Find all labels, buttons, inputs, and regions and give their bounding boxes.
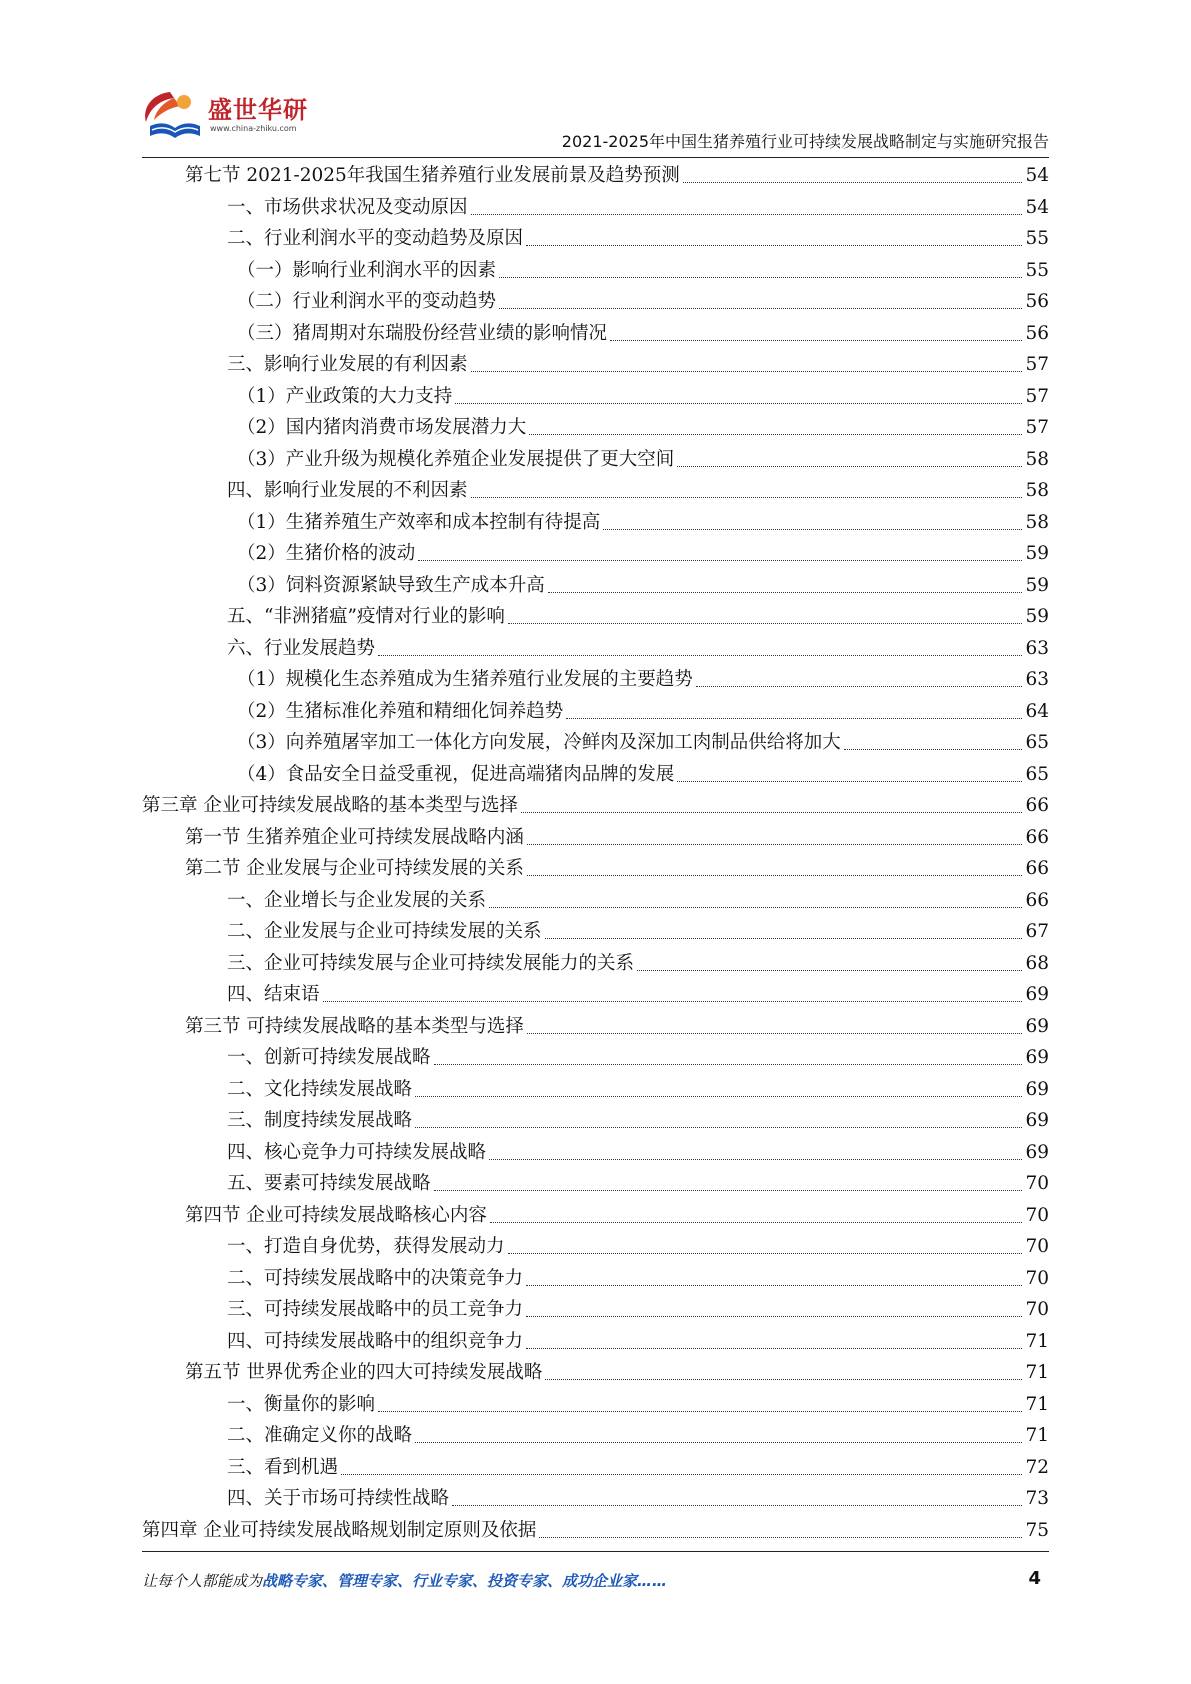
toc-entry-label: 四、关于市场可持续性战略 [227,1488,450,1509]
toc-entry-page: 54 [1025,165,1049,186]
toc-entry[interactable] [142,444,1049,476]
toc-dot-leader [521,812,1023,813]
slogan-prefix: 让每个人都能成为 [142,1572,263,1590]
table-of-contents [142,160,1049,1546]
toc-entry-label: 一、企业增长与企业发展的关系 [227,889,487,911]
toc-entry[interactable] [142,1105,1049,1137]
toc-entry[interactable] [142,1200,1049,1232]
toc-entry-page: 70 [1025,1267,1049,1289]
toc-entry-page: 57 [1025,417,1049,438]
toc-entry[interactable] [142,1515,1049,1547]
toc-entry[interactable] [142,255,1049,287]
toc-entry[interactable] [142,160,1049,192]
toc-entry-page: 66 [1025,826,1049,848]
toc-entry-label: （2）生猪价格的波动 [237,543,416,564]
header-divider [142,157,1049,158]
toc-entry[interactable] [142,412,1049,444]
toc-entry-label: 五、要素可持续发展战略 [227,1173,431,1194]
toc-entry-label: 二、可持续发展战略中的决策竞争力 [227,1267,524,1289]
toc-entry-label: （4）食品安全日益受重视，促进高端猪肉品牌的发展 [237,763,675,785]
toc-dot-leader [527,844,1023,845]
toc-entry-page: 70 [1025,1204,1049,1226]
toc-entry-page: 66 [1025,858,1049,879]
toc-entry-label: 三、影响行业发展的有利因素 [227,354,468,375]
toc-dot-leader [471,497,1023,498]
toc-entry[interactable] [142,1168,1049,1200]
toc-entry[interactable] [142,286,1049,318]
toc-entry-page: 70 [1025,1173,1049,1194]
logo-url: www.china-zhiku.com [210,124,297,133]
toc-dot-leader [526,1348,1022,1349]
toc-dot-leader [610,340,1022,341]
toc-entry-page: 57 [1025,354,1049,375]
toc-entry[interactable] [142,1483,1049,1515]
toc-dot-leader [415,1096,1022,1097]
toc-entry[interactable] [142,916,1049,948]
toc-entry-label: 五、“非洲猪瘟”疫情对行业的影响 [227,606,505,627]
toc-entry-label: 第二节 企业发展与企业可持续发展的关系 [185,858,524,879]
toc-entry[interactable] [142,696,1049,728]
toc-dot-leader [527,1033,1023,1034]
toc-entry[interactable] [142,192,1049,224]
logo-name: 盛世华研 [208,96,308,124]
toc-entry-page: 55 [1025,259,1049,281]
toc-entry-page: 63 [1025,637,1049,659]
toc-dot-leader [471,371,1023,372]
toc-dot-leader [490,1222,1023,1223]
toc-entry-page: 65 [1025,763,1049,785]
toc-entry-label: 一、打造自身优势，获得发展动力 [227,1236,505,1257]
toc-entry[interactable] [142,1137,1049,1169]
toc-entry-page: 72 [1025,1456,1049,1478]
toc-entry-page: 71 [1025,1393,1049,1415]
toc-entry[interactable] [142,1357,1049,1389]
toc-entry-label: 一、创新可持续发展战略 [227,1047,431,1068]
toc-entry[interactable] [142,1389,1049,1421]
toc-dot-leader [603,529,1022,530]
toc-entry-label: 三、可持续发展战略中的员工竞争力 [227,1299,524,1320]
toc-entry-page: 71 [1025,1362,1049,1383]
toc-dot-leader [415,1127,1022,1128]
toc-dot-leader [452,1505,1022,1506]
toc-entry[interactable] [142,885,1049,917]
toc-entry-page: 69 [1025,1110,1049,1131]
toc-entry[interactable] [142,759,1049,791]
toc-entry-label: （1）产业政策的大力支持 [237,385,453,407]
toc-entry-label: 第三节 可持续发展战略的基本类型与选择 [185,1015,524,1037]
toc-dot-leader [529,434,1022,435]
toc-entry[interactable] [142,381,1049,413]
toc-entry-page: 56 [1025,291,1049,312]
toc-entry-label: 第三章 企业可持续发展战略的基本类型与选择 [142,795,518,816]
toc-dot-leader [455,403,1022,404]
toc-entry-page: 71 [1025,1330,1049,1352]
toc-entry-page: 69 [1025,1015,1049,1037]
toc-entry-page: 69 [1025,1047,1049,1068]
toc-dot-leader [566,718,1022,719]
toc-entry-label: 三、看到机遇 [227,1456,339,1478]
toc-entry[interactable] [142,1326,1049,1358]
toc-entry-page: 66 [1025,889,1049,911]
logo-book-icon [140,84,210,146]
toc-entry-label: （二）行业利润水平的变动趋势 [237,291,497,312]
toc-entry-label: 四、结束语 [227,984,320,1005]
toc-entry[interactable] [142,1231,1049,1263]
toc-entry[interactable] [142,1042,1049,1074]
toc-entry-page: 63 [1025,669,1049,690]
toc-dot-leader [683,182,1023,183]
toc-dot-leader [499,308,1022,309]
toc-entry-label: 第四节 企业可持续发展战略核心内容 [185,1204,487,1226]
toc-dot-leader [526,245,1022,246]
toc-entry-label: （一）影响行业利润水平的因素 [237,259,497,281]
toc-dot-leader [434,1190,1023,1191]
footer-divider [142,1551,1049,1552]
toc-entry-label: （3）饲料资源紧缺导致生产成本升高 [237,574,545,596]
toc-dot-leader [696,686,1023,687]
toc-entry-label: （3）向养殖屠宰加工一体化方向发展，冷鲜肉及深加工肉制品供给将加大 [237,732,841,753]
toc-dot-leader [526,1285,1022,1286]
toc-dot-leader [341,1474,1022,1475]
toc-dot-leader [471,214,1023,215]
toc-entry-label: （2）生猪标准化养殖和精细化饲养趋势 [237,700,564,722]
toc-entry[interactable] [142,822,1049,854]
toc-entry[interactable] [142,538,1049,570]
toc-entry-label: 四、核心竞争力可持续发展战略 [227,1141,487,1163]
toc-dot-leader [489,907,1022,908]
toc-entry-page: 58 [1025,448,1049,470]
toc-entry-page: 69 [1025,1078,1049,1100]
company-logo [140,84,310,146]
document-title: 2021-2025年中国生猪养殖行业可持续发展战略制定与实施研究报告 [561,132,1049,151]
footer-slogan [142,1570,667,1591]
toc-entry-label: （3）产业升级为规模化养殖企业发展提供了更大空间 [237,448,675,470]
toc-entry-label: 一、衡量你的影响 [227,1393,376,1415]
toc-entry-page: 54 [1025,196,1049,218]
toc-entry-page: 57 [1025,385,1049,407]
toc-entry-page: 73 [1025,1488,1049,1509]
toc-entry-page: 59 [1025,606,1049,627]
toc-entry-label: 二、文化持续发展战略 [227,1078,413,1100]
toc-entry-page: 69 [1025,1141,1049,1163]
toc-entry-page: 64 [1025,700,1049,722]
toc-dot-leader [378,1411,1022,1412]
toc-entry-label: （2）国内猪肉消费市场发展潜力大 [237,417,527,438]
toc-entry-page: 55 [1025,228,1049,249]
toc-entry[interactable] [142,475,1049,507]
page-header [0,0,1191,150]
toc-entry[interactable] [142,349,1049,381]
toc-entry-page: 75 [1025,1519,1049,1541]
toc-entry[interactable] [142,1420,1049,1452]
toc-dot-leader [637,970,1022,971]
toc-dot-leader [844,749,1023,750]
toc-dot-leader [548,592,1023,593]
toc-entry-label: 一、市场供求状况及变动原因 [227,196,468,218]
toc-dot-leader [677,781,1022,782]
toc-entry[interactable] [142,223,1049,255]
toc-entry[interactable] [142,633,1049,665]
toc-dot-leader [677,466,1022,467]
toc-entry-page: 69 [1025,984,1049,1005]
toc-entry-page: 67 [1025,921,1049,942]
toc-entry-label: 第一节 生猪养殖企业可持续发展战略内涵 [185,826,524,848]
toc-entry[interactable] [142,948,1049,980]
toc-entry-label: 三、企业可持续发展与企业可持续发展能力的关系 [227,952,635,974]
toc-dot-leader [539,1537,1022,1538]
toc-entry[interactable] [142,570,1049,602]
toc-entry[interactable] [142,979,1049,1011]
toc-entry-label: 二、行业利润水平的变动趋势及原因 [227,228,524,249]
toc-entry-label: 三、制度持续发展战略 [227,1110,413,1131]
toc-entry[interactable] [142,1011,1049,1043]
toc-entry-page: 56 [1025,322,1049,344]
toc-entry-page: 70 [1025,1236,1049,1257]
toc-entry-page: 70 [1025,1299,1049,1320]
toc-entry-page: 68 [1025,952,1049,974]
toc-entry-label: 二、准确定义你的战略 [227,1425,413,1446]
toc-entry-page: 71 [1025,1425,1049,1446]
toc-entry-label: 二、企业发展与企业可持续发展的关系 [227,921,542,942]
toc-entry-page: 59 [1025,543,1049,564]
toc-dot-leader [527,875,1023,876]
toc-entry-label: 六、行业发展趋势 [227,637,376,659]
toc-entry-page: 59 [1025,574,1049,596]
toc-dot-leader [499,277,1022,278]
toc-entry-page: 58 [1025,511,1049,533]
toc-entry-page: 66 [1025,795,1049,816]
toc-entry-label: （1）生猪养殖生产效率和成本控制有待提高 [237,511,601,533]
page-number: 4 [1028,1568,1041,1589]
toc-dot-leader [323,1001,1023,1002]
toc-dot-leader [526,1316,1022,1317]
toc-entry-page: 65 [1025,732,1049,753]
toc-dot-leader [489,1159,1022,1160]
toc-entry-label: 第四章 企业可持续发展战略规划制定原则及依据 [142,1519,537,1541]
toc-entry-label: 四、影响行业发展的不利因素 [227,480,468,501]
toc-entry[interactable] [142,318,1049,350]
toc-entry[interactable] [142,507,1049,539]
toc-entry-label: 第七节 2021-2025年我国生猪养殖行业发展前景及趋势预测 [185,165,680,186]
toc-entry[interactable] [142,853,1049,885]
toc-entry[interactable] [142,727,1049,759]
toc-dot-leader [415,1442,1022,1443]
toc-dot-leader [545,1379,1022,1380]
toc-dot-leader [508,623,1023,624]
toc-entry-page: 58 [1025,480,1049,501]
toc-entry[interactable] [142,601,1049,633]
toc-dot-leader [418,560,1022,561]
toc-entry[interactable] [142,1263,1049,1295]
toc-dot-leader [378,655,1022,656]
slogan-highlight: 战略专家、管理专家、行业专家、投资专家、成功企业家…… [262,1572,668,1590]
toc-entry[interactable] [142,664,1049,696]
toc-entry[interactable] [142,790,1049,822]
toc-dot-leader [545,938,1023,939]
toc-entry-label: 第五节 世界优秀企业的四大可持续发展战略 [185,1362,543,1383]
page-footer [142,1570,1049,1598]
toc-entry-label: 四、可持续发展战略中的组织竞争力 [227,1330,524,1352]
toc-entry[interactable] [142,1074,1049,1106]
toc-entry-label: （1）规模化生态养殖成为生猪养殖行业发展的主要趋势 [237,669,693,690]
toc-entry-label: （三）猪周期对东瑞股份经营业绩的影响情况 [237,322,608,344]
toc-entry[interactable] [142,1294,1049,1326]
toc-dot-leader [508,1253,1023,1254]
toc-entry[interactable] [142,1452,1049,1484]
toc-dot-leader [434,1064,1023,1065]
